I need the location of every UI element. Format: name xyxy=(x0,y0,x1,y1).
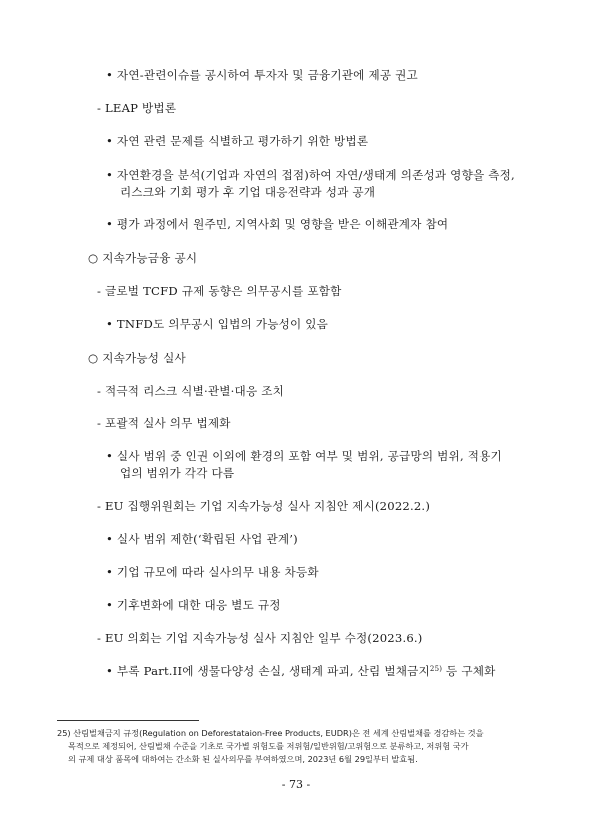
bullet-line: • 기업 규모에 따라 실사의무 내용 차등화 xyxy=(106,565,319,579)
bullet-line: • TNFD도 의무공시 입법의 가능성이 있음 xyxy=(106,317,329,331)
bullet-line-with-footnote xyxy=(106,666,496,678)
bullet-line-text-end: 등 구체화 xyxy=(442,664,496,678)
bullet-line: • 실사 범위 중 인권 이외에 환경의 포함 여부 및 범위, 공급망의 범위, 적용기 xyxy=(106,449,502,463)
bullet-line: • 자연 관련 문제를 식별하고 평가하기 위한 방법론 xyxy=(106,134,369,148)
section-heading: ○ 지속가능금융 공시 xyxy=(88,251,198,265)
bullet-line: • 평가 과정에서 원주민, 지역사회 및 영향을 받은 이해관계자 참여 xyxy=(106,217,449,231)
bullet-line: • 기후변화에 대한 대응 별도 규정 xyxy=(106,598,281,612)
footnote-line: 의 규제 대상 품목에 대하여는 간소화 된 실사의무를 부여하였으며, 2023년 6월 29일부터 발효됨. xyxy=(68,754,418,764)
footnote-reference[interactable]: 25) xyxy=(429,665,443,673)
bullet-continuation: 업의 범위가 각각 다름 xyxy=(120,466,235,480)
footnote-line: 25) 산림벌채금지 규정(Regulation on Deforestataion-Free Products, EUDR)은 전 세계 산림벌채를 경감하는 것을 xyxy=(57,728,484,738)
section-heading: ○ 지속가능성 실사 xyxy=(88,351,186,365)
footnote-separator xyxy=(57,720,199,721)
dash-line: - EU 의회는 기업 지속가능성 실사 지침안 일부 수정(2023.6.) xyxy=(97,631,423,645)
bullet-line: • 실사 범위 제한(‘확립된 사업 관계’) xyxy=(106,532,298,546)
dash-line: - 포괄적 실사 의무 법제화 xyxy=(97,416,231,430)
bullet-line: • 자연-관련이슈를 공시하여 투자자 및 금융기관에 제공 권고 xyxy=(106,68,418,82)
dash-line: - 적극적 리스크 식별·관별·대응 조치 xyxy=(97,384,285,398)
footnote-line: 목적으로 제정되어, 산림벌채 수준을 기초로 국가별 위험도를 저위험/일반위험/고위험으로 분류하고, 저위험 국가 xyxy=(68,741,469,751)
bullet-line-text: • 부록 Part.II에 생물다양성 손실, 생태계 파괴, 산림 벌채금지 xyxy=(106,664,430,678)
page-number: - 73 - xyxy=(281,778,311,791)
dash-line: - LEAP 방법론 xyxy=(97,101,177,115)
bullet-continuation: 리스크와 기회 평가 후 기업 대응전략과 성과 공개 xyxy=(120,185,376,199)
dash-line: - EU 집행위원회는 기업 지속가능성 실사 지침안 제시(2022.2.) xyxy=(97,499,431,513)
dash-line: - 글로벌 TCFD 규제 동향은 의무공시를 포함함 xyxy=(97,284,342,298)
bullet-line: • 자연환경을 분석(기업과 자연의 접점)하여 자연/생태계 의존성과 영향을 측정, xyxy=(106,168,515,182)
